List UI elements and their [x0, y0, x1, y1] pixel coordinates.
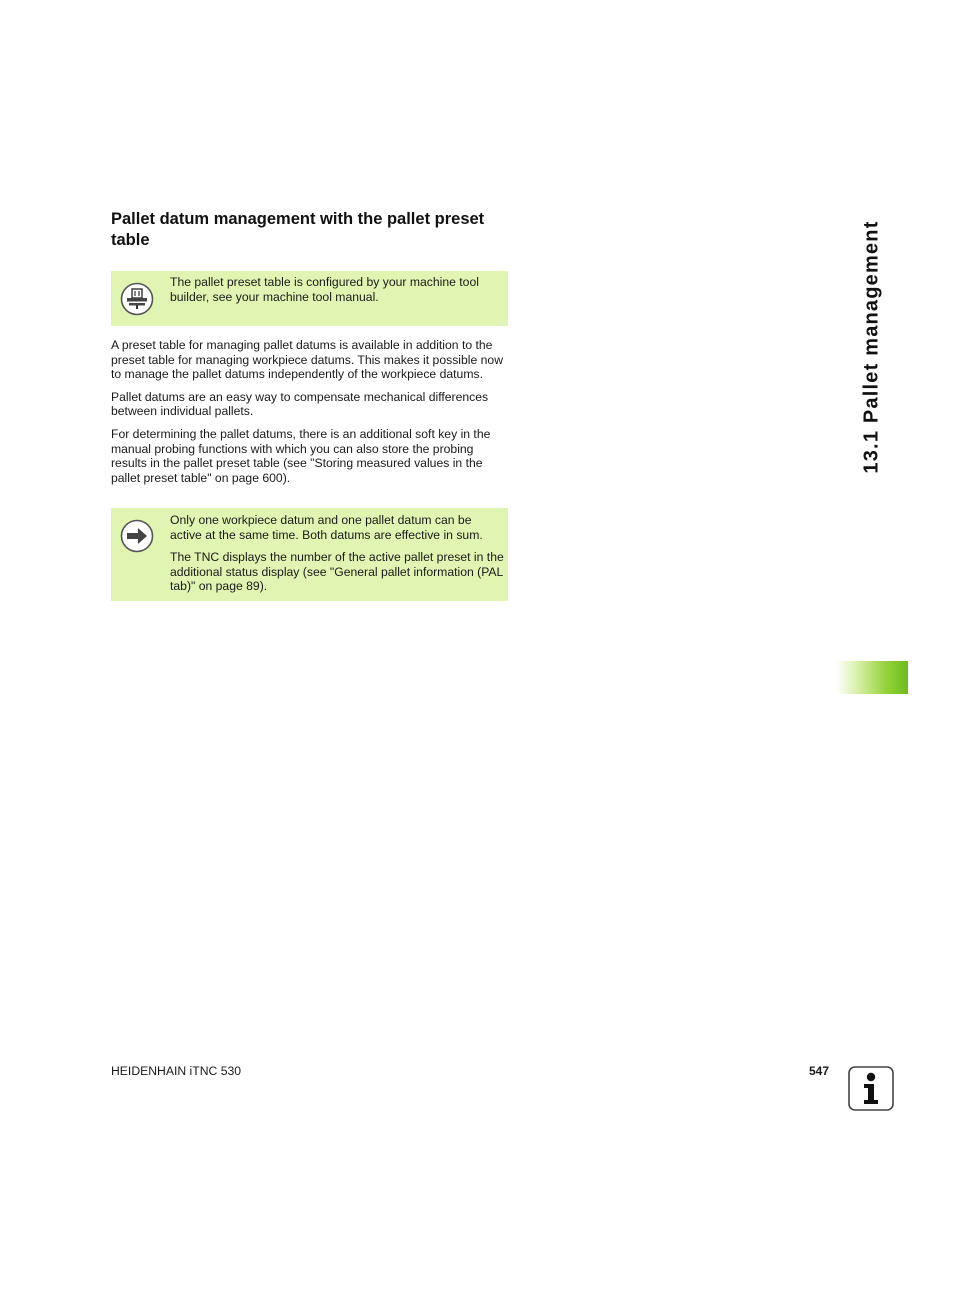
- body-paragraph: For determining the pallet datums, there is an additional soft key in the manual probing functions with which you can also store the probing results in the pallet preset table (see "Storing measured values in the pallet preset table" on page 600).: [111, 426, 491, 485]
- datum-note: [111, 508, 508, 601]
- body-text: [111, 338, 509, 493]
- chapter-title: 13.1 Pallet management: [860, 220, 883, 474]
- body-paragraph: Pallet datums are an easy way to compensate mechanical differences between individual pallets.: [111, 389, 489, 419]
- body-paragraph: A preset table for managing pallet datums is available in addition to the preset table for managing workpiece datums. This makes it possible now to manage the pallet datums independently of the workpiece datums.: [111, 338, 503, 382]
- note-text: [170, 513, 504, 602]
- note-text: [170, 275, 504, 312]
- info-icon: [848, 1066, 894, 1111]
- machine-tool-builder-icon: [120, 282, 154, 316]
- section-heading: Pallet datum management with the pallet preset table: [111, 210, 485, 249]
- chapter-side-title: [852, 216, 892, 478]
- note-paragraph: The TNC displays the number of the active pallet preset in the additional status display (see "General pallet information (PAL tab)" on page 89).: [170, 550, 504, 594]
- footer-product: HEIDENHAIN iTNC 530: [111, 1064, 242, 1078]
- arrow-right-icon: [120, 519, 154, 553]
- note-paragraph: The pallet preset table is configured by your machine tool builder, see your machine tool manual.: [170, 275, 479, 304]
- machine-builder-note: [111, 271, 508, 326]
- chapter-tab-marker: [836, 661, 908, 694]
- page-number: 547: [809, 1064, 830, 1078]
- note-paragraph: Only one workpiece datum and one pallet datum can be active at the same time. Both datums are effective in sum.: [170, 513, 483, 542]
